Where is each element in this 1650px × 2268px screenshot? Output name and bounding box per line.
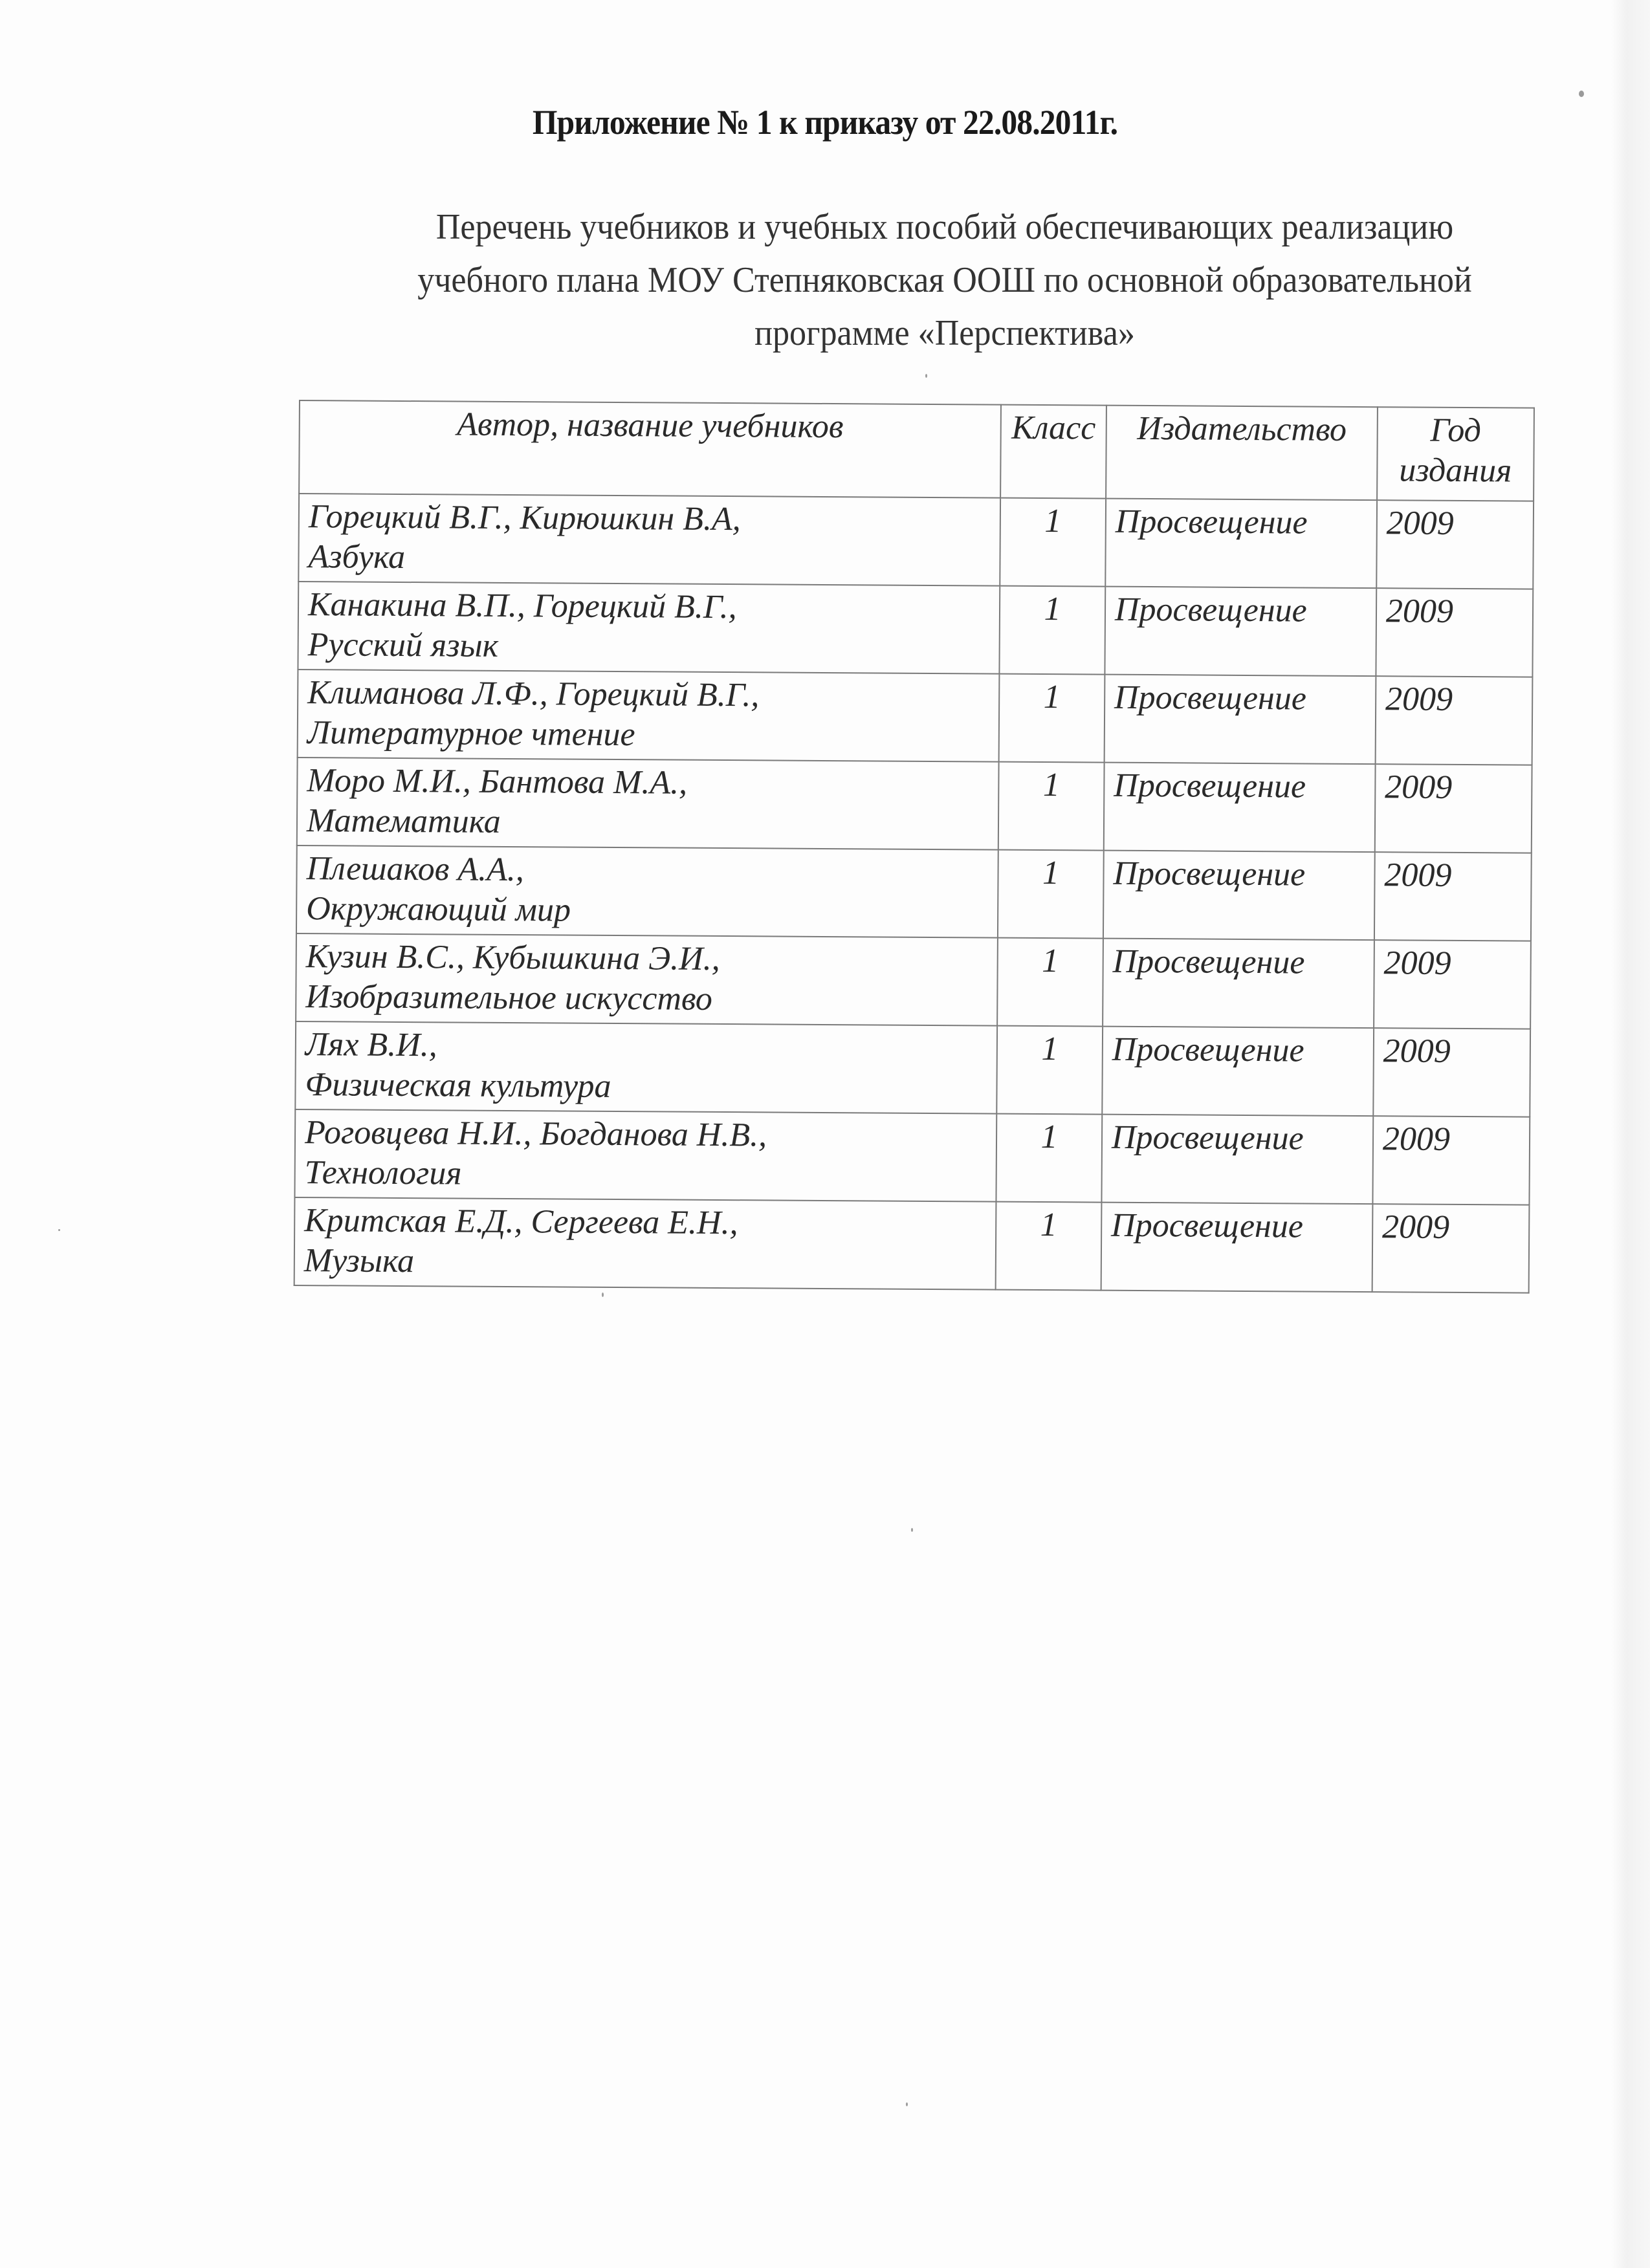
table-row <box>294 1109 1530 1205</box>
subtitle-line: учебного плана МОУ Степняковская ООШ по основной образовательной <box>417 260 1472 300</box>
document-title: Приложение № 1 к приказу от 22.08.2011г. <box>532 103 1118 142</box>
class-cell: 1 <box>998 850 1104 939</box>
publisher-cell: Просвещение <box>1103 851 1375 941</box>
scan-speck <box>911 1528 913 1532</box>
class-cell: 1 <box>999 674 1105 763</box>
publisher-cell: Просвещение <box>1101 1115 1373 1205</box>
year-cell: 2009 <box>1376 588 1533 677</box>
author-title-cell <box>295 1021 997 1114</box>
header-year <box>1377 407 1534 501</box>
scan-speck <box>1579 91 1584 97</box>
authors: Канакина В.П., Горецкий В.Г., <box>307 586 737 626</box>
header-author-title: Автор, название учебников <box>299 400 1001 498</box>
authors: Климанова Л.Ф., Горецкий В.Г., <box>307 674 760 714</box>
table-row <box>297 758 1532 853</box>
table-row <box>294 1197 1530 1293</box>
authors: Горецкий В.Г., Кирюшкин В.А, <box>308 498 741 538</box>
class-cell: 1 <box>996 1114 1103 1203</box>
publisher-cell: Просвещение <box>1102 1027 1374 1117</box>
textbooks-table <box>294 400 1535 1294</box>
publisher-cell: Просвещение <box>1105 499 1377 589</box>
book-title: Технология <box>304 1154 462 1192</box>
scan-speck <box>906 2102 908 2106</box>
authors: Моро М.И., Бантова М.А., <box>307 762 688 801</box>
book-title: Математика <box>306 802 501 840</box>
authors: Кузин В.С., Кубышкина Э.И., <box>305 938 720 977</box>
publisher-cell: Просвещение <box>1104 675 1376 765</box>
table-row <box>298 582 1533 677</box>
author-title-cell <box>298 670 1000 762</box>
publisher-cell: Просвещение <box>1103 939 1374 1029</box>
year-cell: 2009 <box>1372 1204 1530 1292</box>
author-title-cell <box>296 845 998 938</box>
book-title: Русский язык <box>307 626 499 664</box>
publisher-cell: Просвещение <box>1101 1203 1373 1292</box>
authors: Критская Е.Д., Сергеева Е.Н., <box>304 1202 738 1242</box>
book-title: Азбука <box>308 538 406 576</box>
author-title-cell <box>296 933 998 1026</box>
author-title-cell <box>298 494 1000 586</box>
author-title-cell <box>294 1197 996 1290</box>
table-row <box>298 670 1533 765</box>
publisher-cell: Просвещение <box>1105 587 1376 677</box>
class-cell: 1 <box>1000 498 1106 587</box>
authors: Лях В.И., <box>305 1026 437 1064</box>
book-title: Изобразительное искусство <box>305 978 713 1018</box>
scan-edge-shadow <box>1611 0 1650 2268</box>
author-title-cell <box>298 582 1000 674</box>
header-publisher: Издательство <box>1106 406 1378 501</box>
class-cell: 1 <box>998 762 1105 851</box>
year-cell: 2009 <box>1374 852 1532 941</box>
scan-speck <box>58 1229 60 1231</box>
year-cell: 2009 <box>1376 500 1534 589</box>
year-cell: 2009 <box>1375 676 1532 765</box>
authors: Роговцева Н.И., Богданова Н.В., <box>304 1114 767 1154</box>
table-row <box>296 845 1532 941</box>
subtitle-line: Перечень учебников и учебных пособий обеспечивающих реализацию <box>435 207 1454 247</box>
class-cell: 1 <box>1000 586 1106 675</box>
class-cell: 1 <box>996 1026 1103 1115</box>
year-cell: 2009 <box>1372 1116 1530 1205</box>
scan-speck <box>602 1292 604 1297</box>
table-row <box>295 1021 1530 1117</box>
table-row <box>298 494 1534 589</box>
class-cell: 1 <box>997 938 1103 1027</box>
header-year-line: Год <box>1430 411 1482 450</box>
book-title: Окружающий мир <box>306 890 571 929</box>
book-title: Литературное чтение <box>307 714 635 754</box>
year-cell: 2009 <box>1373 1028 1530 1117</box>
header-class: Класс <box>1000 405 1106 499</box>
authors: Плешаков А.А., <box>306 850 525 889</box>
author-title-cell <box>294 1109 996 1202</box>
table-header-row <box>299 400 1534 501</box>
publisher-cell: Просвещение <box>1104 763 1376 853</box>
table-row <box>296 933 1531 1029</box>
year-cell: 2009 <box>1374 940 1531 1029</box>
subtitle-line: программе «Перспектива» <box>754 313 1135 353</box>
year-cell: 2009 <box>1375 764 1532 853</box>
author-title-cell <box>297 758 999 850</box>
class-cell: 1 <box>996 1202 1102 1291</box>
scan-speck <box>925 374 927 378</box>
book-title: Музыка <box>303 1242 415 1280</box>
document-subtitle <box>325 201 1565 360</box>
header-year-line: издания <box>1399 452 1512 490</box>
book-title: Физическая культура <box>305 1066 611 1105</box>
